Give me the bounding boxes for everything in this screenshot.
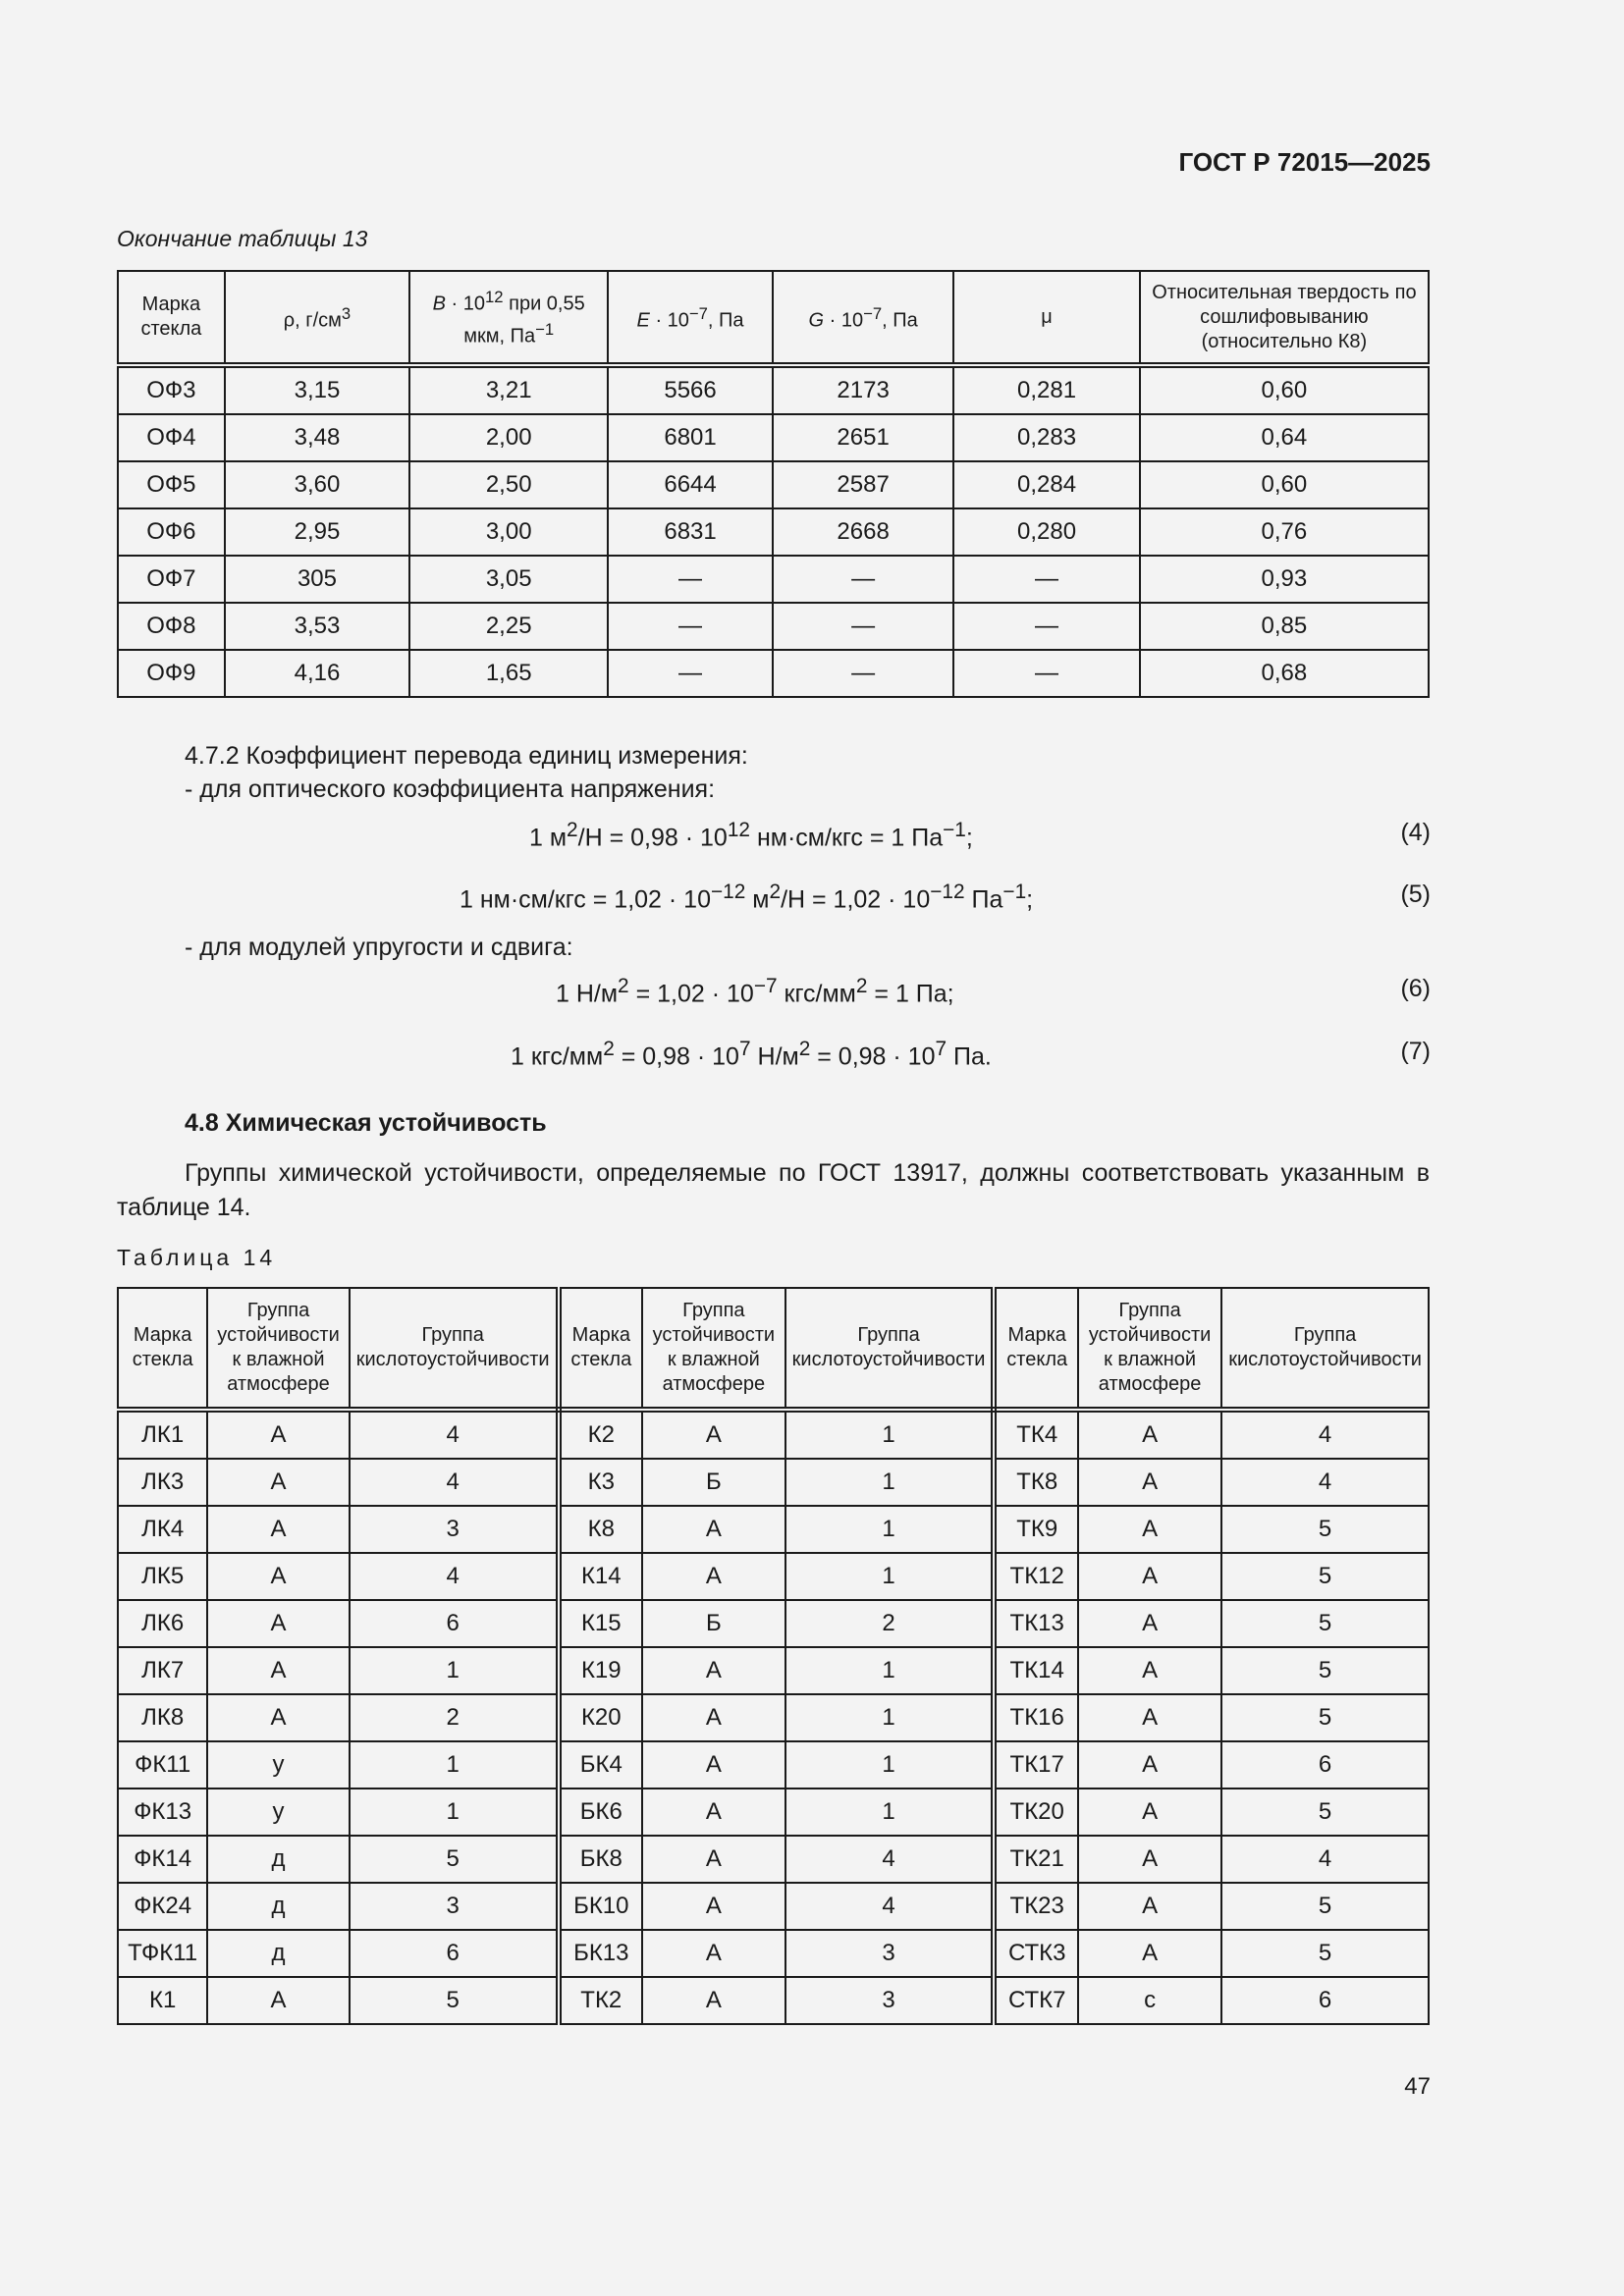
table-header-row: [118, 271, 1429, 365]
table-cell: ТФК11: [118, 1930, 207, 1977]
table-row: [118, 1600, 1429, 1647]
table-cell: А: [642, 1694, 785, 1741]
table-cell: 6644: [608, 461, 773, 508]
column-header-poisson: μ: [953, 271, 1140, 365]
table-cell: 6801: [608, 414, 773, 461]
table-13: [117, 270, 1430, 698]
table-cell: —: [773, 603, 953, 650]
table-row: [118, 650, 1429, 697]
table-row: [118, 556, 1429, 603]
column-header-acid-group: Группа кислотоустойчивости: [785, 1288, 995, 1410]
table-cell: 5: [350, 1836, 559, 1883]
table-row: [118, 1789, 1429, 1836]
table-cell: А: [207, 1553, 349, 1600]
table-cell: А: [207, 1410, 349, 1459]
table-cell: К19: [559, 1647, 643, 1694]
table-cell: 2: [785, 1600, 995, 1647]
table-cell: —: [773, 650, 953, 697]
table-cell: ТК21: [994, 1836, 1078, 1883]
table-cell: у: [207, 1741, 349, 1789]
table-cell: ОФ6: [118, 508, 225, 556]
table-cell: 3: [785, 1977, 995, 2024]
table-cell: 4: [785, 1836, 995, 1883]
table-cell: —: [608, 603, 773, 650]
table-cell: А: [642, 1789, 785, 1836]
table-cell: 0,76: [1140, 508, 1429, 556]
table-cell: 1: [785, 1694, 995, 1741]
table-cell: БК13: [559, 1930, 643, 1977]
table-cell: 2173: [773, 365, 953, 414]
table-cell: 1: [350, 1741, 559, 1789]
table-cell: А: [642, 1977, 785, 2024]
table-cell: ОФ5: [118, 461, 225, 508]
table-cell: —: [608, 650, 773, 697]
column-header-humidity-group: Группа устойчивости к влажной атмосфере: [207, 1288, 349, 1410]
column-header-acid-group: Группа кислотоустойчивости: [1221, 1288, 1429, 1410]
formula-7-number: (7): [1400, 1038, 1431, 1065]
table-cell: 4: [350, 1459, 559, 1506]
table-cell: ЛК3: [118, 1459, 207, 1506]
table-cell: ЛК7: [118, 1647, 207, 1694]
table-cell: 6831: [608, 508, 773, 556]
table-cell: А: [1078, 1694, 1221, 1741]
table-cell: СТК3: [994, 1930, 1078, 1977]
table-cell: ФК13: [118, 1789, 207, 1836]
table-cell: 0,68: [1140, 650, 1429, 697]
table-cell: А: [1078, 1600, 1221, 1647]
table-cell: ЛК5: [118, 1553, 207, 1600]
table-cell: 0,281: [953, 365, 1140, 414]
table-cell: 1: [785, 1789, 995, 1836]
table-cell: ТК23: [994, 1883, 1078, 1930]
table-cell: —: [608, 556, 773, 603]
table-cell: 1,65: [409, 650, 608, 697]
table-cell: К8: [559, 1506, 643, 1553]
table-cell: ЛК8: [118, 1694, 207, 1741]
table-cell: д: [207, 1883, 349, 1930]
table-cell: ФК11: [118, 1741, 207, 1789]
table-cell: ТК12: [994, 1553, 1078, 1600]
table-cell: 4: [350, 1410, 559, 1459]
table-row: [118, 508, 1429, 556]
table-cell: 5: [1221, 1789, 1429, 1836]
formula-6-number: (6): [1400, 975, 1431, 1002]
column-header-grade: Марка стекла: [994, 1288, 1078, 1410]
table-cell: 4: [1221, 1836, 1429, 1883]
section-4-7-2-title: 4.7.2 Коэффициент перевода единиц измерения:: [185, 742, 748, 770]
table-cell: 4: [1221, 1459, 1429, 1506]
table-row: [118, 1836, 1429, 1883]
table-row: [118, 461, 1429, 508]
table-cell: ТК20: [994, 1789, 1078, 1836]
table-cell: 2,95: [225, 508, 409, 556]
table-cell: А: [1078, 1836, 1221, 1883]
table-cell: ТК14: [994, 1647, 1078, 1694]
table-cell: 5: [1221, 1883, 1429, 1930]
table-row: [118, 1977, 1429, 2024]
table-cell: ТК13: [994, 1600, 1078, 1647]
table-cell: 0,64: [1140, 414, 1429, 461]
table-cell: А: [1078, 1647, 1221, 1694]
table-row: [118, 1741, 1429, 1789]
table-cell: 2: [350, 1694, 559, 1741]
table-cell: 3,05: [409, 556, 608, 603]
table-row: [118, 1410, 1429, 1459]
table-cell: 0,284: [953, 461, 1140, 508]
table-cell: А: [207, 1647, 349, 1694]
table-cell: ФК14: [118, 1836, 207, 1883]
table-cell: ОФ3: [118, 365, 225, 414]
table-cell: ТК8: [994, 1459, 1078, 1506]
table-cell: ТК2: [559, 1977, 643, 2024]
table-cell: 3,00: [409, 508, 608, 556]
column-header-grade: Марка стекла: [118, 1288, 207, 1410]
table-cell: 5566: [608, 365, 773, 414]
table-cell: А: [207, 1506, 349, 1553]
column-header-humidity-group: Группа устойчивости к влажной атмосфере: [642, 1288, 785, 1410]
table-cell: А: [1078, 1553, 1221, 1600]
table-cell: А: [642, 1836, 785, 1883]
optical-coefficient-item: - для оптического коэффициента напряжения:: [185, 775, 716, 803]
table-14: [117, 1287, 1430, 2025]
table-cell: 0,93: [1140, 556, 1429, 603]
table-cell: ЛК1: [118, 1410, 207, 1459]
table-cell: БК6: [559, 1789, 643, 1836]
table-cell: Б: [642, 1600, 785, 1647]
table-cell: 3: [350, 1506, 559, 1553]
column-header-density: ρ, $г/см^3$: [225, 271, 409, 365]
table-cell: 1: [350, 1647, 559, 1694]
table-cell: 1: [785, 1459, 995, 1506]
table-cell: А: [207, 1600, 349, 1647]
table-cell: —: [953, 650, 1140, 697]
table-cell: ОФ9: [118, 650, 225, 697]
column-header-hardness: Относительная твердость по сошлифовыванию (относительно К8): [1140, 271, 1429, 365]
table-cell: 5: [1221, 1694, 1429, 1741]
table-cell: А: [642, 1506, 785, 1553]
table-cell: 2587: [773, 461, 953, 508]
formula-5: 1 $нм\cdot см/кгс = 1,02 \cdot 10^{-12}$ $м^2/Н = 1,02 \cdot 10^{-12}$ $Па^{-1}$;: [460, 881, 1034, 914]
table-cell: ЛК4: [118, 1506, 207, 1553]
table-cell: 4: [1221, 1410, 1429, 1459]
table-cell: 3,15: [225, 365, 409, 414]
table-cell: А: [642, 1741, 785, 1789]
table-cell: 2,50: [409, 461, 608, 508]
table-cell: К14: [559, 1553, 643, 1600]
table-cell: 4: [350, 1553, 559, 1600]
table-cell: д: [207, 1930, 349, 1977]
table-cell: А: [1078, 1741, 1221, 1789]
table-cell: 3: [350, 1883, 559, 1930]
table-cell: 5: [350, 1977, 559, 2024]
table-cell: 0,60: [1140, 365, 1429, 414]
table-cell: ТК17: [994, 1741, 1078, 1789]
table-row: [118, 1694, 1429, 1741]
table-cell: 5: [1221, 1647, 1429, 1694]
table-cell: К15: [559, 1600, 643, 1647]
table-cell: А: [1078, 1883, 1221, 1930]
table-cell: А: [642, 1410, 785, 1459]
table-cell: ЛК6: [118, 1600, 207, 1647]
table-cell: А: [1078, 1459, 1221, 1506]
table-cell: 4,16: [225, 650, 409, 697]
table-cell: у: [207, 1789, 349, 1836]
table-cell: —: [773, 556, 953, 603]
table-cell: А: [207, 1977, 349, 2024]
table-cell: 1: [350, 1789, 559, 1836]
table-cell: 3,48: [225, 414, 409, 461]
formula-6: 1 $Н/м^2 = 1,02 \cdot 10^{-7}$ кгс/$мм^2 = 1$ Па;: [556, 975, 954, 1008]
table-cell: ОФ8: [118, 603, 225, 650]
table-cell: 3,53: [225, 603, 409, 650]
column-header-shear-modulus: $G \cdot 10^{-7}$, Па: [773, 271, 953, 365]
table-cell: —: [953, 603, 1140, 650]
table-cell: 0,85: [1140, 603, 1429, 650]
table-cell: А: [1078, 1789, 1221, 1836]
column-header-grade: Марка стекла: [559, 1288, 643, 1410]
table-cell: 5: [1221, 1600, 1429, 1647]
table-cell: 2,00: [409, 414, 608, 461]
table-row: [118, 1883, 1429, 1930]
table-cell: К1: [118, 1977, 207, 2024]
formula-4-number: (4): [1400, 819, 1431, 846]
table-cell: К3: [559, 1459, 643, 1506]
column-header-young-modulus: $E \cdot 10^{-7}$, Па: [608, 271, 773, 365]
table-row: [118, 1930, 1429, 1977]
table-cell: К2: [559, 1410, 643, 1459]
table-cell: 3: [785, 1930, 995, 1977]
table-cell: 3,21: [409, 365, 608, 414]
table-cell: 1: [785, 1741, 995, 1789]
table-cell: 6: [1221, 1741, 1429, 1789]
table-cell: 0,60: [1140, 461, 1429, 508]
table-cell: 1: [785, 1553, 995, 1600]
table-row: [118, 1553, 1429, 1600]
table-cell: д: [207, 1836, 349, 1883]
table-cell: А: [642, 1647, 785, 1694]
table-13-continuation-caption: Окончание таблицы 13: [117, 226, 368, 251]
table-cell: 6: [350, 1600, 559, 1647]
table-cell: Б: [642, 1459, 785, 1506]
table-cell: 2,25: [409, 603, 608, 650]
table-cell: К20: [559, 1694, 643, 1741]
moduli-item: - для модулей упругости и сдвига:: [185, 934, 573, 961]
table-cell: ОФ7: [118, 556, 225, 603]
table-row: [118, 414, 1429, 461]
column-header-acid-group: Группа кислотоустойчивости: [350, 1288, 559, 1410]
table-cell: А: [207, 1459, 349, 1506]
table-cell: —: [953, 556, 1140, 603]
table-cell: 6: [1221, 1977, 1429, 2024]
table-cell: 1: [785, 1506, 995, 1553]
section-4-8-paragraph: Группы химической устойчивости, определяемые по ГОСТ 13917, должны соответствовать указанным в таблице 14.: [117, 1159, 1430, 1221]
table-row: [118, 603, 1429, 650]
formula-5-number: (5): [1400, 881, 1431, 908]
table-row: [118, 365, 1429, 414]
table-cell: ТК9: [994, 1506, 1078, 1553]
table-cell: А: [207, 1694, 349, 1741]
formula-4: 1 $м^2/Н = 0,98 \cdot 10^{12}$ нм·см/кгс = 1 $Па^{-1}$;: [529, 819, 973, 852]
table-cell: 4: [785, 1883, 995, 1930]
table-cell: А: [642, 1883, 785, 1930]
table-cell: 0,280: [953, 508, 1140, 556]
table-cell: 1: [785, 1410, 995, 1459]
page-number: 47: [1404, 2073, 1431, 2100]
table-cell: ТК16: [994, 1694, 1078, 1741]
table-cell: 6: [350, 1930, 559, 1977]
table-cell: ТК4: [994, 1410, 1078, 1459]
table-header-row: [118, 1288, 1429, 1410]
table-cell: ФК24: [118, 1883, 207, 1930]
table-cell: 5: [1221, 1506, 1429, 1553]
document-id: ГОСТ Р 72015—2025: [1178, 147, 1431, 177]
table-cell: А: [642, 1553, 785, 1600]
table-cell: с: [1078, 1977, 1221, 2024]
table-cell: 3,60: [225, 461, 409, 508]
column-header-grade: Марка стекла: [118, 271, 225, 365]
table-cell: А: [1078, 1506, 1221, 1553]
table-14-label: Таблица 14: [117, 1245, 277, 1270]
table-cell: 5: [1221, 1930, 1429, 1977]
table-cell: 1: [785, 1647, 995, 1694]
table-cell: СТК7: [994, 1977, 1078, 2024]
table-cell: А: [1078, 1410, 1221, 1459]
table-cell: 2668: [773, 508, 953, 556]
table-cell: 5: [1221, 1553, 1429, 1600]
table-cell: А: [642, 1930, 785, 1977]
table-cell: 0,283: [953, 414, 1140, 461]
table-cell: А: [1078, 1930, 1221, 1977]
table-row: [118, 1459, 1429, 1506]
table-row: [118, 1506, 1429, 1553]
formula-7: 1 кгс/$мм^2 = 0,98 \cdot 10^7$ $Н/м^2 = 0,98 \cdot 10^7$ Па.: [511, 1038, 992, 1071]
section-4-8-title: 4.8 Химическая устойчивость: [185, 1109, 547, 1137]
table-cell: БК4: [559, 1741, 643, 1789]
column-header-stress-optical: $B \cdot 10^{12}$ при 0,55 мкм, $Па^{-1}$: [409, 271, 608, 365]
table-cell: 2651: [773, 414, 953, 461]
table-cell: ОФ4: [118, 414, 225, 461]
column-header-humidity-group: Группа устойчивости к влажной атмосфере: [1078, 1288, 1221, 1410]
table-row: [118, 1647, 1429, 1694]
table-cell: БК8: [559, 1836, 643, 1883]
table-cell: БК10: [559, 1883, 643, 1930]
table-cell: 305: [225, 556, 409, 603]
